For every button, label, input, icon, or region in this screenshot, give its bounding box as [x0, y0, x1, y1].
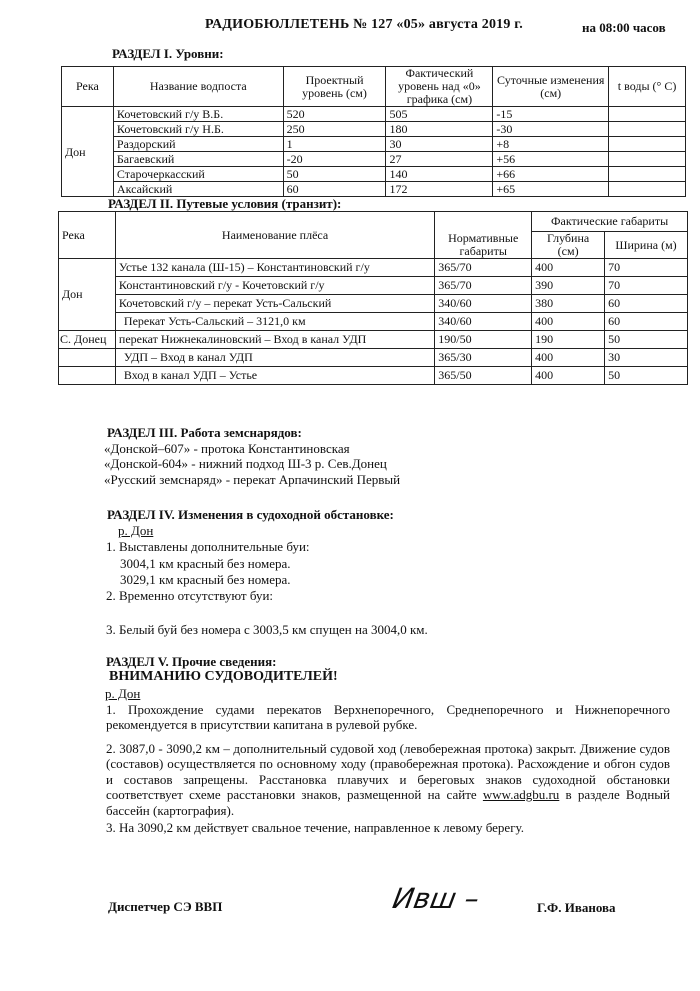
- norm-cell: 365/70: [435, 277, 532, 295]
- reach-cell: Устье 132 канала (Ш-15) – Константиновский г/у: [115, 259, 434, 277]
- post-cell: Аксайский: [113, 182, 283, 197]
- section4-item3: 3. Белый буй без номера с 3003,5 км спущен на 3004,0 км.: [106, 622, 428, 637]
- section5-p2: [106, 741, 670, 818]
- post-cell: Старочеркасский: [113, 167, 283, 182]
- section5-p1: 1. Прохождение судами перекатов Верхнепоречного, Среднепоречного и Нижнепоречного рекомендуется в присутствии капитана в рулевой рубке.: [106, 702, 670, 733]
- reach-cell: УДП – Вход в канал УДП: [115, 349, 434, 367]
- reach-cell: Кочетовский г/у – перекат Усть-Сальский: [115, 295, 434, 313]
- depth-cell: 400: [532, 313, 605, 331]
- norm-cell: 365/50: [435, 367, 532, 385]
- col-reach: Наименование плёса: [115, 212, 434, 259]
- reach-cell: Перекат Усть-Сальский – 3121,0 км: [115, 313, 434, 331]
- col-depth: Глубина (см): [532, 232, 605, 259]
- temp-cell: [609, 182, 686, 197]
- depth-cell: 400: [532, 259, 605, 277]
- dispatcher-name: Г.Ф. Иванова: [537, 900, 616, 915]
- col-fact-group: Фактические габариты: [532, 212, 688, 232]
- table-row: [59, 367, 688, 385]
- col-project-level: Проектный уровень (см): [283, 67, 386, 107]
- depth-cell: 380: [532, 295, 605, 313]
- temp-cell: [609, 137, 686, 152]
- dredger-line: «Русский земснаряд» - перекат Арпачинский Первый: [104, 471, 401, 487]
- river-cell: Дон: [62, 107, 114, 197]
- change-cell: +56: [493, 152, 609, 167]
- project-cell: 250: [283, 122, 386, 137]
- dredger-list: [104, 441, 400, 487]
- table-row: [62, 152, 686, 167]
- table-row: [62, 137, 686, 152]
- table-row: [59, 313, 688, 331]
- col-post: Название водпоста: [113, 67, 283, 107]
- width-cell: 30: [605, 349, 688, 367]
- table-row: [59, 295, 688, 313]
- col-fact-level: Фактический уровень над «0» графика (см): [386, 67, 493, 107]
- temp-cell: [609, 107, 686, 122]
- section5-p2-text: 2. 3087,0 - 3090,2 км – дополнительный судовой ход (левобережная протока) закрыт. Движение судов (составов) осуществляется по основному ходу (правобережная протока). Расхождение и обгон судов и составов запрещены. Расстановка плавучих и береговых знаков судоходной обстановки соответствует схеме расстановки знаков, размещенной на сайте: [106, 741, 670, 803]
- project-cell: 1: [283, 137, 386, 152]
- table-row: [62, 107, 686, 122]
- table-row: [59, 259, 688, 277]
- change-cell: +65: [493, 182, 609, 197]
- fact-cell: 140: [386, 167, 493, 182]
- norm-cell: 365/30: [435, 349, 532, 367]
- table-row: [62, 182, 686, 197]
- fact-cell: 30: [386, 137, 493, 152]
- width-cell: 50: [605, 367, 688, 385]
- post-cell: Багаевский: [113, 152, 283, 167]
- table-row: [59, 349, 688, 367]
- depth-cell: 390: [532, 277, 605, 295]
- section5-p2-tail: в разделе Водный бассейн (картография).: [106, 787, 670, 818]
- signature: Ивш –: [390, 882, 482, 915]
- col-river: Река: [62, 67, 114, 107]
- project-cell: 60: [283, 182, 386, 197]
- col-water-temp: t воды (° C): [609, 67, 686, 107]
- width-cell: 70: [605, 259, 688, 277]
- river-cell-empty: [59, 349, 116, 367]
- fact-cell: 27: [386, 152, 493, 167]
- section4-item2: 2. Временно отсутствуют буи:: [106, 588, 274, 603]
- levels-table: [61, 66, 686, 197]
- section4-item1a: 3004,1 км красный без номера.: [120, 556, 291, 571]
- section5-p3: 3. На 3090,2 км действует свальное течение, направленное к левому берегу.: [106, 820, 524, 835]
- width-cell: 60: [605, 295, 688, 313]
- fact-cell: 172: [386, 182, 493, 197]
- temp-cell: [609, 167, 686, 182]
- norm-cell: 365/70: [435, 259, 532, 277]
- river-cell: Дон: [59, 259, 116, 331]
- table-row: [59, 331, 688, 349]
- change-cell: -30: [493, 122, 609, 137]
- section3-title: РАЗДЕЛ III. Работа земснарядов:: [107, 425, 302, 440]
- section4-river: р. Дон: [118, 523, 154, 538]
- depth-cell: 190: [532, 331, 605, 349]
- norm-cell: 340/60: [435, 295, 532, 313]
- dispatcher-role: Диспетчер СЭ ВВП: [108, 899, 223, 914]
- change-cell: -15: [493, 107, 609, 122]
- col-daily-change: Суточные изменения (см): [493, 67, 609, 107]
- reach-cell: Вход в канал УДП – Устье: [115, 367, 434, 385]
- temp-cell: [609, 152, 686, 167]
- bulletin-title: РАДИОБЮЛЛЕТЕНЬ № 127 «05» августа 2019 г.: [205, 17, 523, 32]
- transit-header-row: [59, 212, 688, 232]
- table-row: [62, 122, 686, 137]
- bulletin-time: на 08:00 часов: [582, 20, 666, 35]
- project-cell: 520: [283, 107, 386, 122]
- reach-cell: перекат Нижнекалиновский – Вход в канал УДП: [115, 331, 434, 349]
- post-cell: Раздорский: [113, 137, 283, 152]
- section5-title: РАЗДЕЛ V. Прочие сведения:: [106, 654, 277, 669]
- post-cell: Кочетовский г/у Н.Б.: [113, 122, 283, 137]
- depth-cell: 400: [532, 349, 605, 367]
- dredger-line: «Донской-604» - нижний подход Ш-3 р. Сев.Донец: [104, 456, 387, 472]
- table-row: [62, 167, 686, 182]
- change-cell: +8: [493, 137, 609, 152]
- change-cell: +66: [493, 167, 609, 182]
- fact-cell: 505: [386, 107, 493, 122]
- section1-title: РАЗДЕЛ I. Уровни:: [112, 46, 224, 61]
- site-link[interactable]: www.adgbu.ru: [482, 787, 560, 803]
- project-cell: 50: [283, 167, 386, 182]
- temp-cell: [609, 122, 686, 137]
- norm-cell: 190/50: [435, 331, 532, 349]
- col-norm: Нормативные габариты: [435, 212, 532, 259]
- section4-item1: 1. Выставлены дополнительные буи:: [106, 539, 310, 554]
- norm-cell: 340/60: [435, 313, 532, 331]
- depth-cell: 400: [532, 367, 605, 385]
- project-cell: -20: [283, 152, 386, 167]
- table-row: [59, 277, 688, 295]
- section4-item1b: 3029,1 км красный без номера.: [120, 572, 291, 587]
- section2-title: РАЗДЕЛ II. Путевые условия (транзит):: [108, 196, 342, 211]
- col-width: Ширина (м): [605, 232, 688, 259]
- post-cell: Кочетовский г/у В.Б.: [113, 107, 283, 122]
- river-cell-empty: [59, 367, 116, 385]
- width-cell: 70: [605, 277, 688, 295]
- section5-warning: ВНИМАНИЮ СУДОВОДИТЕЛЕЙ!: [109, 669, 338, 684]
- reach-cell: Константиновский г/у - Кочетовский г/у: [115, 277, 434, 295]
- width-cell: 60: [605, 313, 688, 331]
- col-river: Река: [59, 212, 116, 259]
- section4-title: РАЗДЕЛ IV. Изменения в судоходной обстановке:: [107, 507, 394, 522]
- river-cell: С. Донец: [59, 331, 116, 349]
- transit-table: [58, 211, 688, 385]
- levels-header-row: [62, 67, 686, 107]
- dredger-line: «Донской–607» - протока Константиновская: [104, 441, 350, 456]
- section5-river: р. Дон: [105, 686, 141, 701]
- fact-cell: 180: [386, 122, 493, 137]
- width-cell: 50: [605, 331, 688, 349]
